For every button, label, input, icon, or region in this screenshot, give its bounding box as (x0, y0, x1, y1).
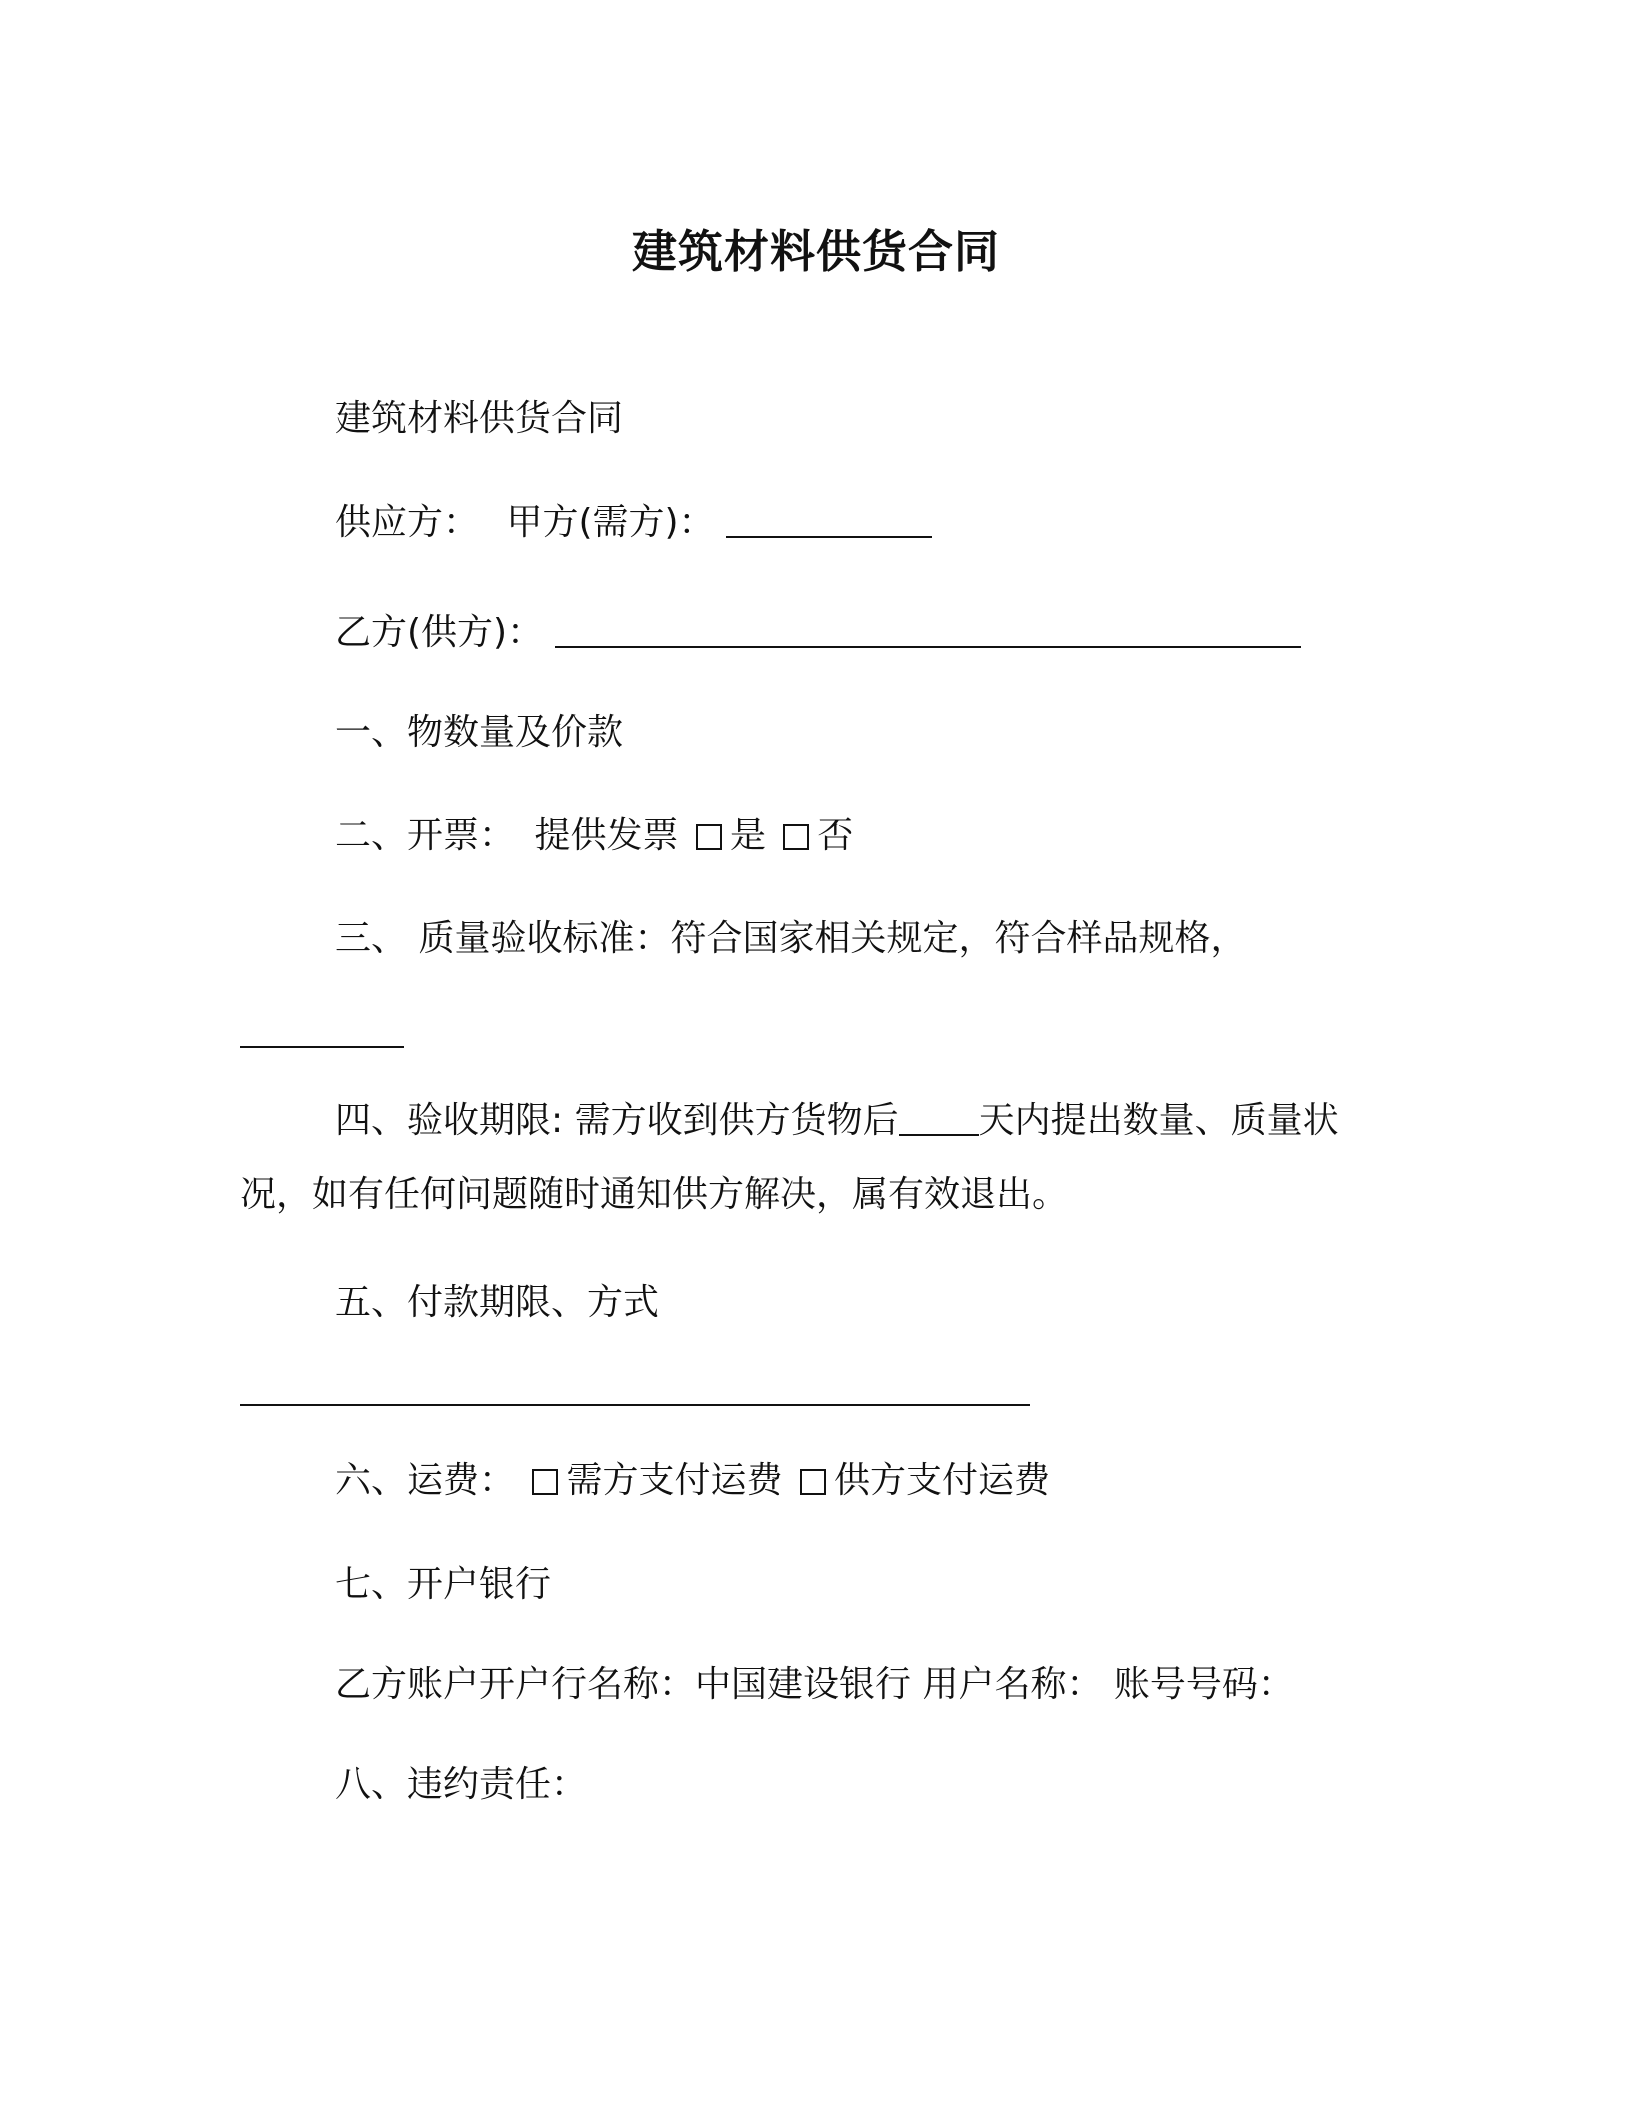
invoice-yes-checkbox[interactable] (696, 824, 722, 850)
invoice-no-checkbox[interactable] (783, 824, 809, 850)
section-5-blank-line (240, 1368, 1030, 1414)
supplier-label: 供应方： (335, 502, 480, 543)
section-2-label: 二、开票： (335, 815, 516, 856)
section-4-line-2: 况，如有任何问题随时通知供方解决，属有效退出。 (240, 1174, 1069, 1215)
freight-buyer-label: 需方支付运费 (566, 1460, 783, 1501)
section-6-freight (335, 1458, 1050, 1504)
section-4-line-1 (335, 1098, 1339, 1144)
party-a-blank (726, 506, 932, 538)
section-2-text: 提供发票 (534, 815, 679, 856)
document-subtitle: 建筑材料供货合同 (335, 398, 624, 439)
freight-seller-label: 供方支付运费 (833, 1460, 1050, 1501)
freight-seller-checkbox[interactable] (800, 1469, 826, 1495)
freight-buyer-checkbox[interactable] (532, 1469, 558, 1495)
section-4-part-2: 天内提出数量、质量状 (978, 1100, 1339, 1141)
party-a-label: 甲方(需方)： (506, 502, 715, 543)
section-3-blank (240, 1016, 404, 1048)
section-3-quality: 三、 质量验收标准：符合国家相关规定，符合样品规格， (335, 918, 1247, 959)
section-1-heading: 一、物数量及价款 (335, 712, 624, 753)
party-b-label: 乙方(供方)： (335, 612, 544, 653)
supplier-line (335, 500, 932, 546)
party-b-blank (555, 616, 1301, 648)
section-5-heading: 五、付款期限、方式 (335, 1282, 660, 1323)
section-5-blank (240, 1374, 1030, 1406)
invoice-yes-label: 是 (729, 815, 766, 856)
section-6-label: 六、运费： (335, 1460, 516, 1501)
section-8-heading: 八、违约责任： (335, 1764, 588, 1805)
party-b-line (335, 610, 1301, 656)
invoice-no-label: 否 (817, 815, 854, 856)
section-2-invoice (335, 813, 853, 859)
section-4-part-1: 四、验收期限: 需方收到供方货物后 (335, 1100, 899, 1141)
acceptance-days-blank (899, 1104, 979, 1136)
bank-account-line: 乙方账户开户行名称：中国建设银行 用户名称： 账号号码： (335, 1664, 1294, 1705)
section-7-heading: 七、开户银行 (335, 1564, 552, 1605)
section-3-blank-line (240, 1010, 404, 1056)
document-title: 建筑材料供货合同 (631, 225, 1000, 278)
